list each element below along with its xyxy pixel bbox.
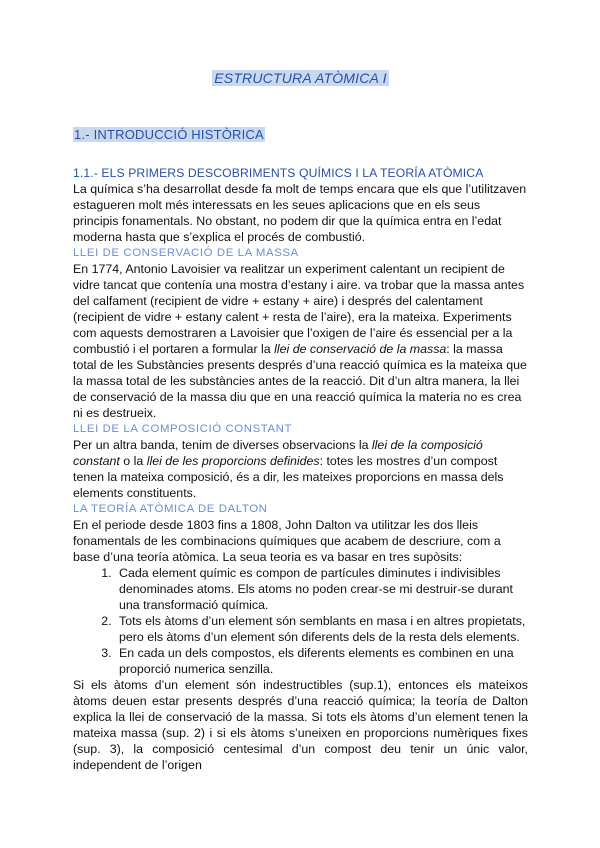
mass-law-text-2: : la massa total de les Substàncies presents després d’una reacció química es la mateixa que la massa total de les substàncies antes de la reacció. Dit d’un altra manera, la llei de conservació de la massa diu que en una reacció química la materia no es crea ni es destrueix. xyxy=(73,342,527,420)
document-title-text: ESTRUCTURA ATÒMICA I xyxy=(214,70,387,86)
document-title xyxy=(73,70,528,86)
mass-law-paragraph xyxy=(73,261,528,421)
mass-law-text-1: En 1774, Antonio Lavoisier va realitzar un experiment calentant un recipient de vidre tancat que contenía una mostra d’estany i aire. va trobar que la massa antes del calfament (recipient de vidre + estany + aire) i després del calentament (recipient de vidre + estany calent + resta de l’aire), era la mateixa. Experiments com aquests demostraren a Lavoisier que l’oxigen de l’aire és essencial per a la combustió i el portaren a formular la xyxy=(73,262,525,356)
mass-law-heading: LLEI DE CONSERVACIÓ DE LA MASSA xyxy=(73,247,299,259)
composition-law-term-2: llei de les proporcions definides xyxy=(146,454,320,468)
dalton-postulates-list xyxy=(73,565,528,677)
dalton-closing-paragraph: Si els àtoms d’un element són indestructibles (sup.1), entonces els mateixos àtoms deuen estar presents després d’una reacció química; la teoría de Dalton explica la llei de conservació de la massa. Si tots els àtoms d’un element tenen la mateixa massa (sup. 2) i si els àtoms s’uneixen en proporcions numèriques fixes (sup. 3), la composició centesimal d’un compost deu tenir un únic valor, independent de l’origen xyxy=(73,678,528,772)
composition-law-paragraph xyxy=(73,437,528,501)
composition-law-term-1: llei de la composició constant xyxy=(73,438,483,468)
intro-paragraph: La química s’ha desarrollat desde fa molt de temps encara que els que l’utilitzaven estagueren molt més interessats en les seues aplicacions que en els seus principis fonamentals. No obstant, no podem dir que la química entra en l’edat moderna hasta que s’explica el procés de combustió. xyxy=(73,182,527,244)
composition-law-text-2: o la xyxy=(119,454,147,468)
dalton-heading: LA TEORÍA ATÒMICA DE DALTON xyxy=(73,503,268,515)
mass-law-term: llei de conservació de la massa xyxy=(274,342,447,356)
document-body xyxy=(73,165,528,773)
subsection-heading: 1.1.- ELS PRIMERS DESCOBRIMENTS QUÍMICS I LA TEORÍA ATÒMICA xyxy=(73,166,484,180)
list-item: 2. Tots els àtoms d’un element són semblants en masa i en altres propietats, pero els àtoms d’un element són diferents dels de la resta dels elements. xyxy=(115,613,528,645)
list-item: 3. En cada un dels compostos, els diferents elements es combinen en una proporció numerica senzilla. xyxy=(115,645,528,677)
dalton-intro-paragraph: En el periode desde 1803 fins a 1808, John Dalton va utilitzar les dos lleis fonamentals de les combinacions químiques que acabem de descriure, com a base d’una teoría atòmica. La seua teoria es va basar en tres supòsits: xyxy=(73,518,501,564)
composition-law-text-3: : totes les mostres d’un compost tenen la mateixa composició, és a dir, les mateixes proporcions en massa dels elements constituents. xyxy=(73,454,504,500)
list-item: 1. Cada element químic es compon de partícules diminutes i indivisibles denominades atoms. Els atoms no poden crear-se mi destruir-se durant una transformació química. xyxy=(115,565,528,613)
composition-law-heading: LLEI DE LA COMPOSICIÓ CONSTANT xyxy=(73,423,293,435)
section-heading-text: 1.- INTRODUCCIÓ HISTÒRICA xyxy=(74,127,264,142)
section-heading xyxy=(73,127,265,142)
composition-law-text-1: Per un altra banda, tenim de diverses observacions la xyxy=(73,438,372,452)
